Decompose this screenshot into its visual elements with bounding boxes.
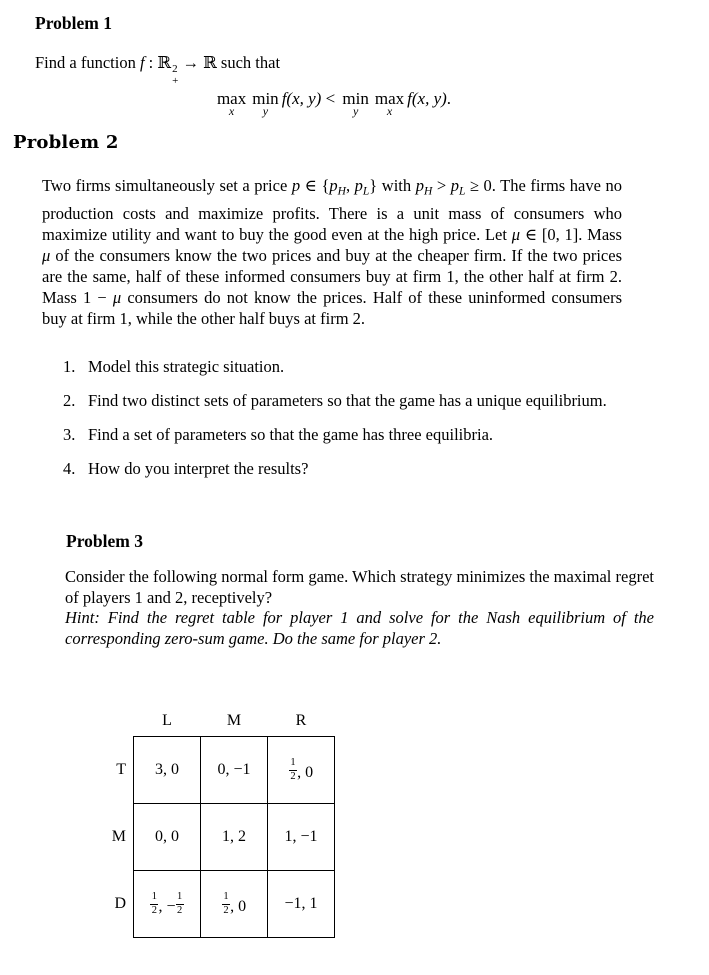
table-row-M	[107, 804, 335, 871]
column-header-L: L	[162, 712, 172, 729]
display-equation: max x min y f(x, y) < min y max x f(x, y).	[216, 89, 452, 118]
problem2-question-list	[63, 356, 623, 492]
operator-with-subscript: max x	[216, 89, 247, 118]
row-label-D: D	[114, 895, 126, 912]
list-item-text: How do you interpret the results?	[88, 459, 309, 478]
payoff-cell-T-R: $\frac{1}{2}$ , 0	[268, 737, 335, 804]
table-row-T	[107, 737, 335, 804]
list-item-2	[63, 390, 623, 411]
fraction: $\frac{1}{2}$	[290, 756, 296, 782]
payoff-cell-M-R: 1, −1	[268, 804, 335, 871]
payoff-table	[107, 700, 335, 938]
list-item-number: 1.	[63, 357, 76, 376]
list-item-4	[63, 458, 623, 479]
column-header-row	[107, 700, 335, 737]
list-item-1	[63, 356, 623, 377]
problem3-heading: Problem 3	[66, 531, 143, 551]
payoff-table-container	[107, 700, 335, 938]
payoff-cell-T-L: 3, 0	[134, 737, 201, 804]
list-item-3	[63, 424, 623, 445]
problem1-intro: Find a function f : ℝ 2 + → ℝ such that	[35, 53, 281, 88]
column-header-R: R	[295, 712, 307, 729]
list-item-number: 2.	[63, 391, 76, 410]
fraction: $\frac{1}{2}$	[151, 890, 157, 916]
payoff-cell-D-M: $\frac{1}{2}$ , 0	[201, 871, 268, 938]
payoff-cell-D-R: −1, 1	[268, 871, 335, 938]
list-item-number: 4.	[63, 459, 76, 478]
list-item-text: Model this strategic situation.	[88, 357, 285, 376]
payoff-cell-D-L: $\frac{1}{2}$ , − $\frac{1}{2}$	[134, 871, 201, 938]
problem1-heading: Problem 1	[35, 13, 112, 33]
problem2-paragraph: Two firms simultaneously set a price p ∈ {$p_H$, $p_L$} with $p_H > p_L \ge 0$. The firms have no production costs and maximize profits. There is a unit mass of consumers who maximize utility and want to buy the good even at the high price. Let μ ∈ [0, 1]. Mass μ of the consumers know the two prices and buy at the cheaper firm. If the two prices are the same, half of these informed consumers buy at firm 1, the other half at firm 2. Mass 1 − μ consumers do not know the prices. Half of these uninformed consumers buy at firm 1, while the other half buys at firm 2.	[42, 176, 622, 328]
payoff-cell-T-M: 0, −1	[201, 737, 268, 804]
list-item-text: Find two distinct sets of parameters so that the game has a unique equilibrium.	[88, 391, 607, 410]
fraction: $\frac{1}{2}$	[177, 890, 183, 916]
operator-with-subscript: min y	[342, 89, 369, 118]
payoff-cell-M-M: 1, 2	[201, 804, 268, 871]
sup-sub-stack: 2 +	[172, 63, 179, 88]
table-row-D	[107, 871, 335, 938]
problem2-heading: Problem 2	[13, 132, 119, 153]
payoff-cell-M-L: 0, 0	[134, 804, 201, 871]
column-header-M: M	[226, 712, 242, 729]
row-label-M: M	[111, 828, 126, 845]
problem3-paragraph: Consider the following normal form game. Which strategy minimizes the maximal regret of players 1 and 2, receptively?	[65, 567, 654, 607]
row-label-T: T	[116, 761, 126, 778]
list-item-number: 3.	[63, 425, 76, 444]
corner-cell	[107, 700, 134, 737]
list-item-text: Find a set of parameters so that the game has three equilibria.	[88, 425, 494, 444]
problem3-body	[65, 567, 654, 649]
fraction: $\frac{1}{2}$	[223, 890, 229, 916]
operator-with-subscript: max x	[374, 89, 405, 118]
problem3-hint: Hint: Find the regret table for player 1 and solve for the Nash equilibrium of the corresponding zero-sum game. Do the same for player 2.	[65, 608, 654, 648]
operator-with-subscript: min y	[252, 89, 279, 118]
